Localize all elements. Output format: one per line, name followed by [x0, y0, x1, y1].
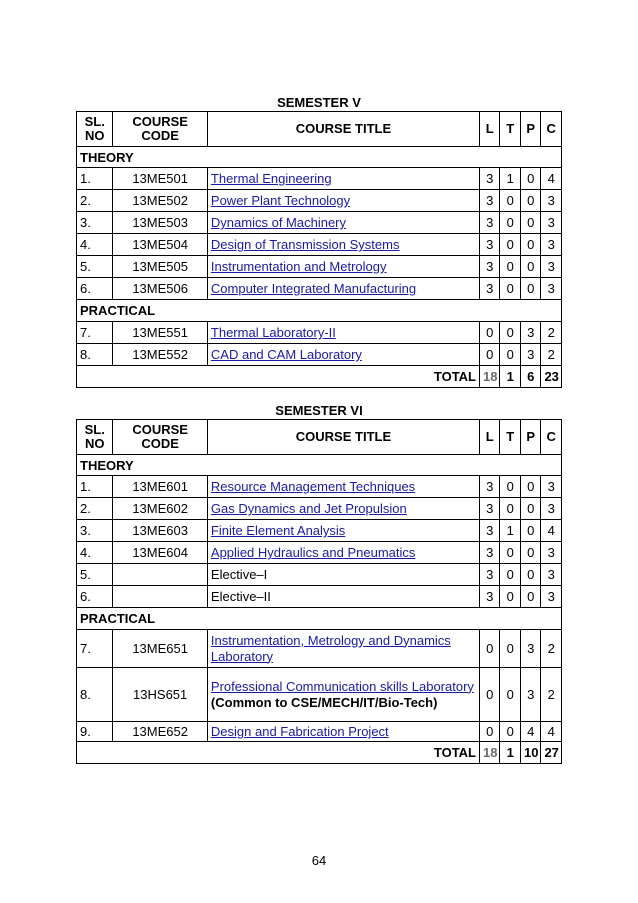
course-link[interactable]: Power Plant Technology: [210, 193, 351, 208]
c-cell: 3: [541, 256, 562, 278]
l-header: L: [480, 420, 500, 455]
total-l: 18: [480, 742, 500, 764]
semester-6-table: [76, 419, 562, 764]
total-c: 27: [541, 742, 562, 764]
t-cell: 0: [500, 722, 520, 742]
c-header: C: [541, 112, 562, 147]
course-code-header: COURSE CODE: [113, 112, 207, 147]
title-cell: [207, 668, 479, 722]
title-cell: Elective–I: [207, 564, 479, 586]
practical-label: PRACTICAL: [77, 608, 562, 630]
sl-cell: 7.: [77, 630, 113, 668]
semester-6-title: SEMESTER VI: [275, 403, 363, 418]
c-cell: 2: [541, 668, 562, 722]
p-header: P: [520, 112, 540, 147]
p-cell: 0: [520, 520, 540, 542]
c-cell: 3: [541, 212, 562, 234]
p-cell: 0: [520, 212, 540, 234]
c-header: C: [541, 420, 562, 455]
p-cell: 3: [520, 344, 540, 366]
code-cell: 13ME604: [113, 542, 207, 564]
course-link[interactable]: Design of Transmission Systems: [210, 237, 400, 252]
total-c: 23: [541, 366, 562, 388]
code-cell: 13ME503: [113, 212, 207, 234]
course-note: (Common to CSE/MECH/IT/Bio-Tech): [210, 694, 438, 710]
l-cell: 3: [480, 542, 500, 564]
p-cell: 0: [520, 564, 540, 586]
p-cell: 0: [520, 586, 540, 608]
sl-cell: 4.: [77, 234, 113, 256]
theory-label: THEORY: [77, 147, 562, 168]
sl-cell: 8.: [77, 668, 113, 722]
semester-5-table: [76, 111, 562, 388]
title-cell: [207, 212, 479, 234]
l-cell: 0: [480, 722, 500, 742]
sl-cell: 5.: [77, 256, 113, 278]
code-cell: [113, 564, 207, 586]
table-header-row: [77, 112, 562, 147]
table-row: [77, 630, 562, 668]
table-header-row: [77, 420, 562, 455]
p-cell: 0: [520, 234, 540, 256]
section-row: [77, 455, 562, 476]
course-link[interactable]: Dynamics of Machinery: [210, 215, 347, 230]
sl-cell: 2.: [77, 498, 113, 520]
section-row: [77, 147, 562, 168]
table-row: [77, 190, 562, 212]
semester-5-title: SEMESTER V: [277, 95, 361, 110]
course-link[interactable]: Finite Element Analysis: [210, 523, 346, 538]
total-label: TOTAL: [77, 742, 480, 764]
table-row: [77, 722, 562, 742]
code-cell: 13ME652: [113, 722, 207, 742]
course-title-header: COURSE TITLE: [207, 112, 479, 147]
code-cell: 13HS651: [113, 668, 207, 722]
course-code-header: COURSE CODE: [113, 420, 207, 455]
l-cell: 3: [480, 564, 500, 586]
p-cell: 0: [520, 256, 540, 278]
table-row: [77, 520, 562, 542]
section-row: [77, 300, 562, 322]
t-cell: 0: [500, 586, 520, 608]
c-cell: 3: [541, 476, 562, 498]
c-cell: 3: [541, 498, 562, 520]
t-cell: 1: [500, 168, 520, 190]
table-row: [77, 168, 562, 190]
title-cell: [207, 542, 479, 564]
table-row: [77, 234, 562, 256]
title-cell: Elective–II: [207, 586, 479, 608]
table-row: [77, 668, 562, 722]
c-cell: 4: [541, 520, 562, 542]
c-cell: 3: [541, 190, 562, 212]
c-cell: 3: [541, 234, 562, 256]
sl-cell: 3.: [77, 520, 113, 542]
total-p: 6: [520, 366, 540, 388]
l-cell: 3: [480, 168, 500, 190]
c-cell: 3: [541, 564, 562, 586]
table-row: [77, 498, 562, 520]
table-row: [77, 256, 562, 278]
code-cell: 13ME651: [113, 630, 207, 668]
l-cell: 0: [480, 322, 500, 344]
t-cell: 0: [500, 344, 520, 366]
l-cell: 3: [480, 212, 500, 234]
course-link[interactable]: Computer Integrated Manufacturing: [210, 281, 417, 296]
code-cell: 13ME502: [113, 190, 207, 212]
table-row: [77, 344, 562, 366]
l-cell: 3: [480, 278, 500, 300]
page-number: 64: [311, 853, 327, 868]
t-cell: 0: [500, 668, 520, 722]
table-row: [77, 586, 562, 608]
course-link[interactable]: Gas Dynamics and Jet Propulsion: [210, 501, 407, 516]
l-cell: 0: [480, 630, 500, 668]
table-row: [77, 542, 562, 564]
title-cell: [207, 190, 479, 212]
table-row: [77, 278, 562, 300]
code-cell: 13ME601: [113, 476, 207, 498]
course-link[interactable]: CAD and CAM Laboratory: [210, 347, 362, 362]
course-link[interactable]: Instrumentation and Metrology: [210, 259, 387, 274]
title-cell: [207, 498, 479, 520]
c-cell: 2: [541, 630, 562, 668]
sl-no-header: SL. NO: [77, 420, 113, 455]
course-link[interactable]: Professional Communication skills Laboratory: [210, 678, 474, 694]
l-cell: 3: [480, 498, 500, 520]
title-cell: [207, 234, 479, 256]
title-cell: [207, 278, 479, 300]
c-cell: 2: [541, 322, 562, 344]
total-l: 18: [480, 366, 500, 388]
l-cell: 3: [480, 476, 500, 498]
sl-cell: 4.: [77, 542, 113, 564]
sl-cell: 1.: [77, 168, 113, 190]
course-link[interactable]: Design and Fabrication Project: [210, 724, 389, 739]
section-row: [77, 608, 562, 630]
c-cell: 2: [541, 344, 562, 366]
l-cell: 3: [480, 256, 500, 278]
t-cell: 0: [500, 278, 520, 300]
t-cell: 0: [500, 322, 520, 344]
course-link[interactable]: Instrumentation, Metrology and Dynamics Laboratory: [210, 632, 451, 664]
c-cell: 3: [541, 278, 562, 300]
sl-cell: 3.: [77, 212, 113, 234]
practical-label: PRACTICAL: [77, 300, 562, 322]
code-cell: 13ME506: [113, 278, 207, 300]
t-cell: 0: [500, 498, 520, 520]
course-link[interactable]: Resource Management Techniques: [210, 479, 416, 494]
title-cell: [207, 256, 479, 278]
total-t: 1: [500, 366, 520, 388]
c-cell: 3: [541, 586, 562, 608]
table-row: [77, 212, 562, 234]
t-cell: 0: [500, 476, 520, 498]
sl-cell: 2.: [77, 190, 113, 212]
title-cell: [207, 722, 479, 742]
p-cell: 0: [520, 498, 540, 520]
title-cell: [207, 476, 479, 498]
code-cell: [113, 586, 207, 608]
title-cell: [207, 344, 479, 366]
t-cell: 1: [500, 520, 520, 542]
code-cell: 13ME501: [113, 168, 207, 190]
p-cell: 0: [520, 190, 540, 212]
total-p: 10: [520, 742, 540, 764]
code-cell: 13ME603: [113, 520, 207, 542]
sl-no-header: SL. NO: [77, 112, 113, 147]
t-header: T: [500, 112, 520, 147]
title-cell: [207, 630, 479, 668]
total-t: 1: [500, 742, 520, 764]
table-row: [77, 322, 562, 344]
p-cell: 0: [520, 278, 540, 300]
sl-cell: 8.: [77, 344, 113, 366]
sl-cell: 1.: [77, 476, 113, 498]
course-title-header: COURSE TITLE: [207, 420, 479, 455]
c-cell: 4: [541, 168, 562, 190]
l-cell: 3: [480, 234, 500, 256]
p-cell: 3: [520, 322, 540, 344]
c-cell: 3: [541, 542, 562, 564]
t-cell: 0: [500, 190, 520, 212]
l-cell: 0: [480, 344, 500, 366]
course-link[interactable]: Thermal Laboratory-II: [210, 325, 336, 340]
theory-label: THEORY: [77, 455, 562, 476]
total-row: [77, 366, 562, 388]
t-cell: 0: [500, 234, 520, 256]
total-row: [77, 742, 562, 764]
sl-cell: 9.: [77, 722, 113, 742]
sl-cell: 6.: [77, 278, 113, 300]
t-cell: 0: [500, 256, 520, 278]
sl-cell: 7.: [77, 322, 113, 344]
total-label: TOTAL: [77, 366, 480, 388]
t-cell: 0: [500, 212, 520, 234]
l-header: L: [480, 112, 500, 147]
t-cell: 0: [500, 564, 520, 586]
table-row: [77, 564, 562, 586]
sl-cell: 6.: [77, 586, 113, 608]
code-cell: 13ME602: [113, 498, 207, 520]
p-cell: 0: [520, 476, 540, 498]
p-header: P: [520, 420, 540, 455]
p-cell: 0: [520, 542, 540, 564]
t-cell: 0: [500, 542, 520, 564]
p-cell: 0: [520, 168, 540, 190]
course-link[interactable]: Applied Hydraulics and Pneumatics: [210, 545, 416, 560]
code-cell: 13ME504: [113, 234, 207, 256]
code-cell: 13ME505: [113, 256, 207, 278]
title-cell: [207, 168, 479, 190]
code-cell: 13ME551: [113, 322, 207, 344]
p-cell: 3: [520, 630, 540, 668]
l-cell: 0: [480, 668, 500, 722]
c-cell: 4: [541, 722, 562, 742]
l-cell: 3: [480, 520, 500, 542]
p-cell: 4: [520, 722, 540, 742]
table-row: [77, 476, 562, 498]
l-cell: 3: [480, 190, 500, 212]
sl-cell: 5.: [77, 564, 113, 586]
l-cell: 3: [480, 586, 500, 608]
course-link[interactable]: Thermal Engineering: [210, 171, 332, 186]
t-header: T: [500, 420, 520, 455]
t-cell: 0: [500, 630, 520, 668]
p-cell: 3: [520, 668, 540, 722]
code-cell: 13ME552: [113, 344, 207, 366]
title-cell: [207, 322, 479, 344]
title-cell: [207, 520, 479, 542]
